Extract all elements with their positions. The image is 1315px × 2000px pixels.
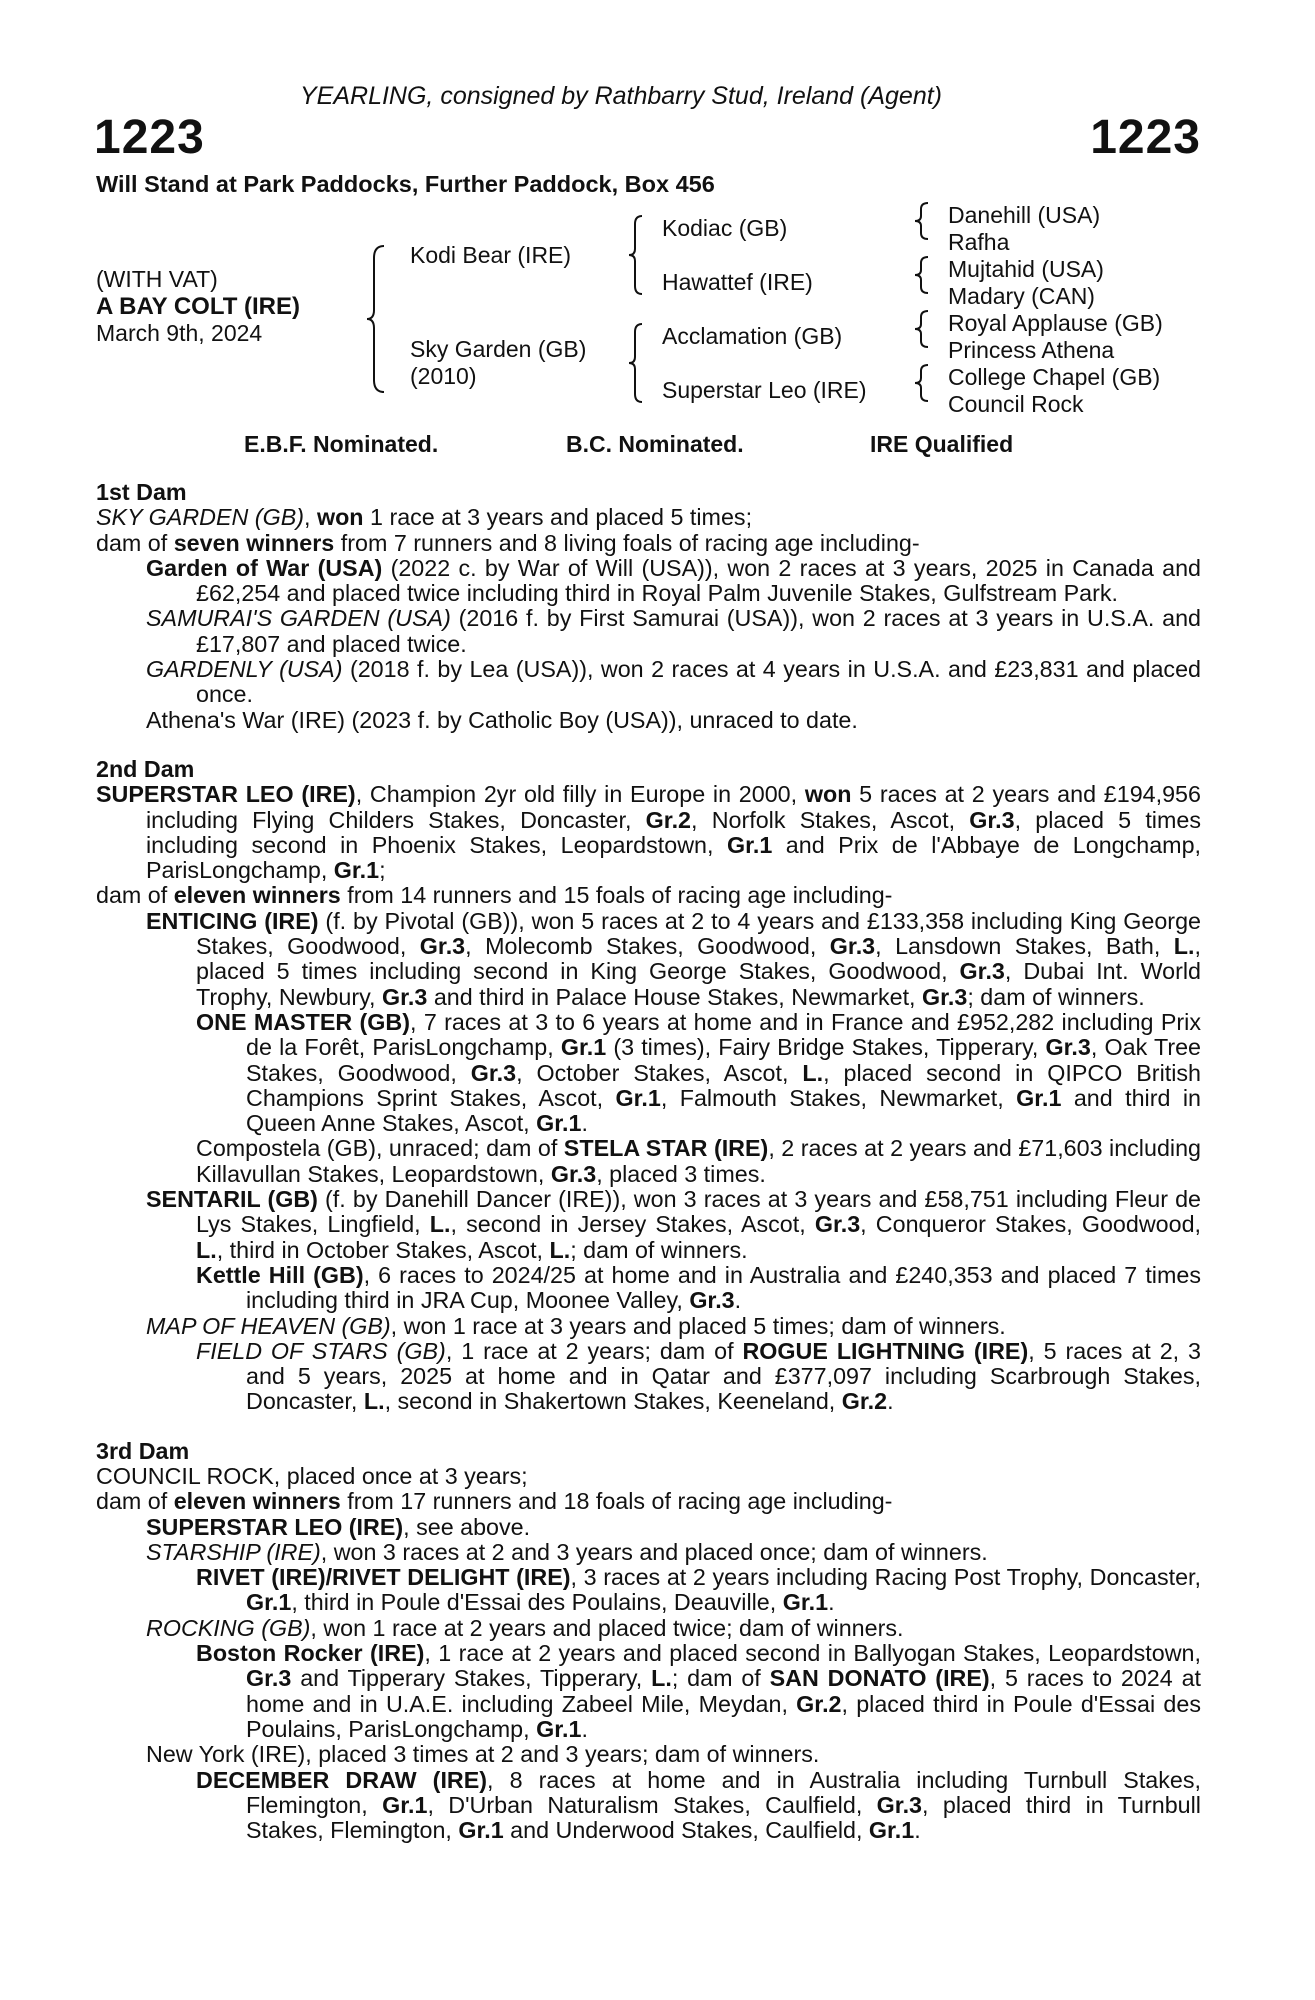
progeny-entry: ONE MASTER (GB), 7 races at 3 to 6 years at home and in France and £952,282 including Prix de la Forêt, ParisLongchamp, Gr.1 (3 times), Fairy Bridge Stakes, Tipperary, Gr.3, Oak Tree Stakes, Goodwood, Gr.3, October Stakes, Ascot, L., placed second in QIPCO British Champions Sprint Stakes, Ascot, Gr.1, Falmouth Stakes, Newmarket, Gr.1 and third in Queen Anne Stakes, Ascot, Gr.1.	[196, 1008, 1202, 1137]
bc-nomination: B.C. Nominated.	[566, 431, 744, 457]
progeny-entry: Athena's War (IRE) (2023 f. by Catholic Boy (USA)), unraced to date.	[146, 706, 858, 733]
progeny-entry: RIVET (IRE)/RIVET DELIGHT (IRE), 3 races at 2 years including Racing Post Trophy, Doncaster, Gr.1, third in Poule d'Essai des Poulains, Deauville, Gr.1.	[196, 1564, 1201, 1616]
progeny-entry: MAP OF HEAVEN (GB), won 1 race at 3 years and placed 5 times; dam of winners.	[146, 1312, 1006, 1339]
sire-brace	[628, 214, 644, 296]
sire-dam: Hawattef (IRE)	[662, 269, 813, 295]
first-dam-section: 1st Dam SKY GARDEN (GB), won 1 race at 3 years and placed 5 times; dam of seven winners from 7 runners and 8 living foals of racing age including- Garden of War (USA) (2022 c. by War of Will (USA)), won 2 races at 3 years, 2025 in Canada and £62,254 and placed twice including third in Royal Palm Juvenile Stakes, Gulfstream Park. SAMURAI'S GARDEN (USA) (2016 f. by First Samurai (USA)), won 2 races at 3 years in U.S.A. and £17,807 and placed twice. GARDENLY (USA) (2018 f. by Lea (USA)), won 2 races at 4 years in U.S.A. and £23,831 and placed once. Athena's War (IRE) (2023 f. by Catholic Boy (USA)), unraced to date.	[96, 479, 1201, 733]
lot-number-left: 1223	[94, 111, 205, 164]
ss-sire: Danehill (USA)	[948, 202, 1101, 228]
ss-brace	[914, 201, 930, 241]
dam: Sky Garden (GB)	[410, 336, 587, 362]
sd-dam: Madary (CAN)	[948, 283, 1095, 309]
ds-brace	[914, 309, 930, 349]
sd-sire: Mujtahid (USA)	[948, 256, 1104, 282]
ds-dam: Princess Athena	[948, 337, 1115, 363]
second-dam-heading: 2nd Dam	[96, 755, 195, 782]
third-dam-section: 3rd Dam COUNCIL ROCK, placed once at 3 years; dam of eleven winners from 17 runners and 18 foals of racing age including- SUPERSTAR LEO (IRE), see above. STARSHIP (IRE), won 3 races at 2 and 3 years and placed once; dam of winners. RIVET (IRE)/RIVET DELIGHT (IRE), 3 races at 2 years including Racing Post Trophy, Doncaster, Gr.1, third in Poule d'Essai des Poulains, Deauville, Gr.1. ROCKING (GB), won 1 race at 2 years and placed twice; dam of winners. Boston Rocker (IRE), 1 race at 2 years and placed second in Ballyogan Stakes, Leopardstown, Gr.3 and Tipperary Stakes, Tipperary, L.; dam of SAN DONATO (IRE), 5 races to 2024 at home and in U.A.E. including Zabeel Mile, Meydan, Gr.2, placed third in Poule d'Essai des Poulains, ParisLongchamp, Gr.1. New York (IRE), placed 3 times at 2 and 3 years; dam of winners. DECEMBER DRAW (IRE), 8 races at home and in Australia including Turnbull Stakes, Flemington, Gr.1, D'Urban Naturalism Stakes, Caulfield, Gr.3, placed third in Turnbull Stakes, Flemington, Gr.1 and Underwood Stakes, Caulfield, Gr.1.	[96, 1437, 1202, 1844]
progeny-entry: ENTICING (IRE) (f. by Pivotal (GB)), won 5 races at 2 to 4 years and £133,358 including King George Stakes, Goodwood, Gr.3, Molecomb Stakes, Goodwood, Gr.3, Lansdown Stakes, Bath, L., placed 5 times including second in King George Stakes, Goodwood, Gr.3, Dubai Int. World Trophy, Newbury, Gr.3 and third in Palace House Stakes, Newmarket, Gr.3; dam of winners.	[146, 907, 1201, 1010]
foaled-date: March 9th, 2024	[96, 320, 263, 346]
sire: Kodi Bear (IRE)	[410, 242, 572, 268]
ss-dam: Rafha	[948, 229, 1010, 255]
progeny-entry: SUPERSTAR LEO (IRE), see above.	[146, 1513, 531, 1540]
sire-sire: Kodiac (GB)	[662, 215, 788, 241]
dam-brace	[628, 322, 644, 404]
dd-dam: Council Rock	[948, 391, 1084, 417]
ds-sire: Royal Applause (GB)	[948, 310, 1163, 336]
progeny-entry: ROCKING (GB), won 1 race at 2 years and placed twice; dam of winners.	[146, 1614, 904, 1641]
progeny-entry: Compostela (GB), unraced; dam of STELA STAR (IRE), 2 races at 2 years and £71,603 including Killavullan Stakes, Leopardstown, Gr.3, placed 3 times.	[196, 1135, 1201, 1187]
progeny-entry: SENTARIL (GB) (f. by Danehill Dancer (IRE)), won 3 races at 3 years and £58,751 including Fleur de Lys Stakes, Lingfield, L., second in Jersey Stakes, Ascot, Gr.3, Conqueror Stakes, Goodwood, L., third in October Stakes, Ascot, L.; dam of winners.	[146, 1186, 1201, 1263]
sd-brace	[914, 255, 930, 295]
ebf-nomination: E.B.F. Nominated.	[244, 431, 439, 457]
third-dam-heading: 3rd Dam	[96, 1437, 190, 1464]
consignment-line: YEARLING, consigned by Rathbarry Stud, Ireland (Agent)	[300, 82, 942, 110]
ire-qualified: IRE Qualified	[870, 431, 1014, 457]
first-dam-heading: 1st Dam	[96, 479, 187, 505]
dam-sire: Acclamation (GB)	[662, 323, 843, 349]
dam-year: (2010)	[410, 363, 477, 389]
progeny-entry: New York (IRE), placed 3 times at 2 and 3 years; dam of winners.	[146, 1741, 820, 1768]
progeny-entry: DECEMBER DRAW (IRE), 8 races at home and in Australia including Turnbull Stakes, Flemington, Gr.1, D'Urban Naturalism Stakes, Caulfield, Gr.3, placed third in Turnbull Stakes, Flemington, Gr.1 and Underwood Stakes, Caulfield, Gr.1.	[196, 1766, 1201, 1844]
first-dam-name: SKY GARDEN (GB)	[96, 504, 304, 531]
vat-note: (WITH VAT)	[96, 266, 218, 292]
main-brace	[366, 244, 386, 394]
progeny-entry: SAMURAI'S GARDEN (USA) (2016 f. by First Samurai (USA)), won 2 races at 3 years in U.S.A. and £17,807 and placed twice.	[146, 605, 1201, 657]
second-dam-section: 2nd Dam SUPERSTAR LEO (IRE), Champion 2yr old filly in Europe in 2000, won 5 races at 2 years and £194,956 including Flying Childers Stakes, Doncaster, Gr.2, Norfolk Stakes, Ascot, Gr.3, placed 5 times including second in Phoenix Stakes, Leopardstown, Gr.1 and Prix de l'Abbaye de Longchamp, ParisLongchamp, Gr.1; dam of eleven winners from 14 runners and 15 foals of racing age including- ENTICING (IRE) (f. by Pivotal (GB)), won 5 races at 2 to 4 years and £133,358 including King George Stakes, Goodwood, Gr.3, Molecomb Stakes, Goodwood, Gr.3, Lansdown Stakes, Bath, L., placed 5 times including second in King George Stakes, Goodwood, Gr.3, Dubai Int. World Trophy, Newbury, Gr.3 and third in Palace House Stakes, Newmarket, Gr.3; dam of winners. ONE MASTER (GB), 7 races at 3 to 6 years at home and in France and £952,282 including Prix de la Forêt, ParisLongchamp, Gr.1 (3 times), Fairy Bridge Stakes, Tipperary, Gr.3, Oak Tree Stakes, Goodwood, Gr.3, October Stakes, Ascot, L., placed second in QIPCO British Champions Sprint Stakes, Ascot, Gr.1, Falmouth Stakes, Newmarket, Gr.1 and third in Queen Anne Stakes, Ascot, Gr.1. Compostela (GB), unraced; dam of STELA STAR (IRE), 2 races at 2 years and £71,603 including Killavullan Stakes, Leopardstown, Gr.3, placed 3 times. SENTARIL (GB) (f. by Danehill Dancer (IRE)), won 3 races at 3 years and £58,751 including Fleur de Lys Stakes, Lingfield, L., second in Jersey Stakes, Ascot, Gr.3, Conqueror Stakes, Goodwood, L., third in October Stakes, Ascot, L.; dam of winners. Kettle Hill (GB), 6 races to 2024/25 at home and in Australia and £240,353 and placed 7 times including third in JRA Cup, Moonee Valley, Gr.3. MAP OF HEAVEN (GB), won 1 race at 3 years and placed 5 times; dam of winners. FIELD OF STARS (GB), 1 race at 2 years; dam of ROGUE LIGHTNING (IRE), 5 races at 2, 3 and 5 years, 2025 at home and in Qatar and £377,097 including Scarbrough Stakes, Doncaster, L., second in Shakertown Stakes, Keeneland, Gr.2.	[96, 755, 1202, 1415]
lot-number-right: 1223	[1090, 111, 1201, 164]
horse-name: A BAY COLT (IRE)	[96, 293, 301, 320]
progeny-entry: STARSHIP (IRE), won 3 races at 2 and 3 years and placed once; dam of winners.	[146, 1538, 988, 1565]
dd-sire: College Chapel (GB)	[948, 364, 1161, 390]
dam-dam: Superstar Leo (IRE)	[662, 377, 867, 403]
progeny-entry: FIELD OF STARS (GB), 1 race at 2 years; dam of ROGUE LIGHTNING (IRE), 5 races at 2, 3 and 5 years, 2025 at home and in Qatar and £377,097 including Scarbrough Stakes, Doncaster, L., second in Shakertown Stakes, Keeneland, Gr.2.	[196, 1337, 1201, 1415]
progeny-entry: Kettle Hill (GB), 6 races to 2024/25 at home and in Australia and £240,353 and placed 7 times including third in JRA Cup, Moonee Valley, Gr.3.	[196, 1261, 1201, 1314]
progeny-entry: Boston Rocker (IRE), 1 race at 2 years and placed second in Ballyogan Stakes, Leopardstown, Gr.3 and Tipperary Stakes, Tipperary, L.; dam of SAN DONATO (IRE), 5 races to 2024 at home and in U.A.E. including Zabeel Mile, Meydan, Gr.2, placed third in Poule d'Essai des Poulains, ParisLongchamp, Gr.1.	[196, 1640, 1202, 1742]
progeny-entry: Garden of War (USA) (2022 c. by War of Will (USA)), won 2 races at 3 years, 2025 in Canada and £62,254 and placed twice including third in Royal Palm Juvenile Stakes, Gulfstream Park.	[146, 554, 1201, 607]
dd-brace	[914, 363, 930, 403]
progeny-entry: GARDENLY (USA) (2018 f. by Lea (USA)), won 2 races at 4 years in U.S.A. and £23,831 and placed once.	[146, 656, 1201, 708]
catalogue-body	[96, 480, 1201, 1843]
stand-location: Will Stand at Park Paddocks, Further Paddock, Box 456	[96, 171, 715, 197]
